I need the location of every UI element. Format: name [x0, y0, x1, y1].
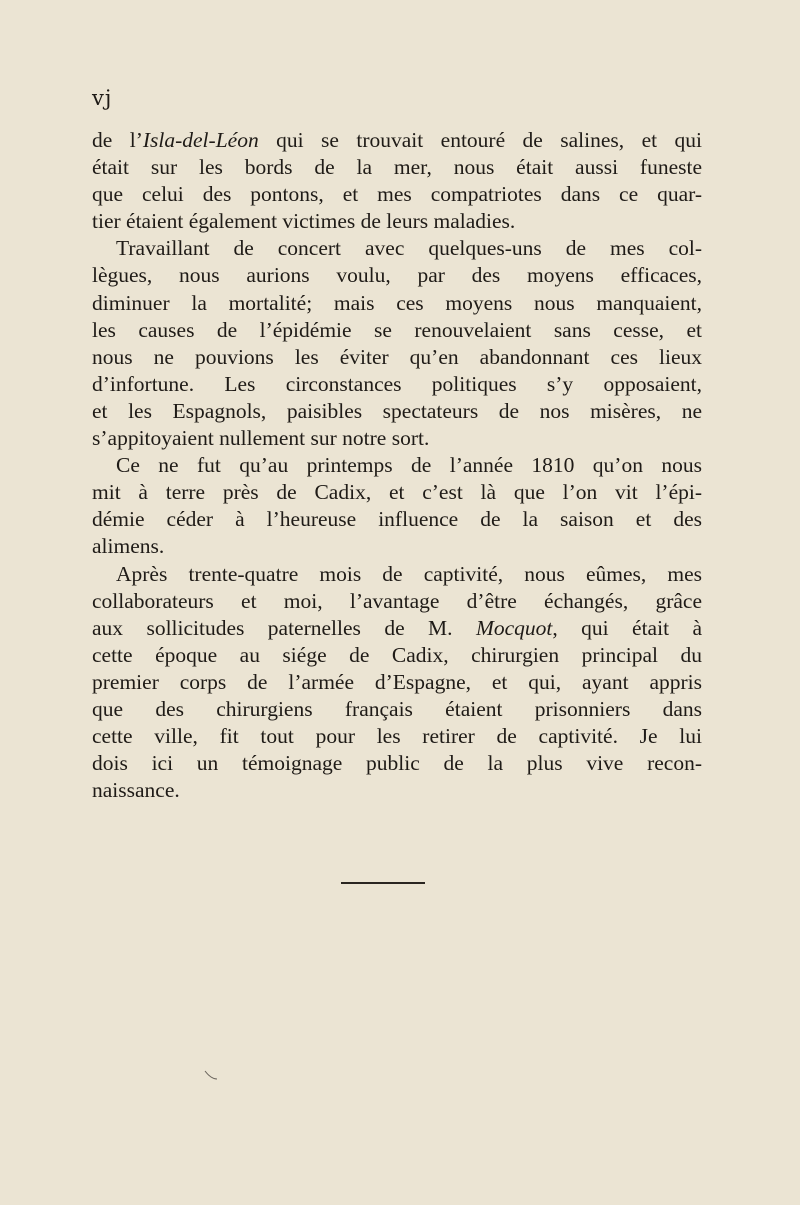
text-line: et les Espagnols, paisibles spectateurs de nos misères, ne: [92, 398, 702, 423]
text-line: tier étaient également victimes de leurs maladies.: [92, 209, 516, 234]
text-line: nous ne pouvions les éviter qu’en abandonnant ces lieux: [92, 344, 702, 369]
page-number: vj: [92, 86, 113, 110]
text-line: Travaillant de concert avec quelques-uns de mes col-: [116, 236, 702, 261]
italic-name: Isla-del-Léon: [142, 128, 259, 152]
text-line: aux sollicitudes paternelles de M. Mocquot, qui était à: [92, 615, 702, 640]
text-line: Après trente-quatre mois de captivité, nous eûmes, mes: [116, 561, 702, 586]
text-line: démie céder à l’heureuse influence de la saison et des: [92, 507, 702, 532]
text-line: alimens.: [92, 534, 165, 559]
body-text: [92, 127, 702, 804]
text-line: mit à terre près de Cadix, et c’est là que l’on vit l’épi-: [92, 480, 702, 505]
text-line: que des chirurgiens français étaient prisonniers dans: [92, 696, 702, 721]
text-line: de l’Isla-del-Léon qui se trouvait entouré de salines, et qui: [92, 128, 702, 152]
section-divider: [341, 882, 425, 884]
text-line: premier corps de l’armée d’Espagne, et qui, ayant appris: [92, 669, 702, 694]
text-line: cette ville, fit tout pour les retirer de captivité. Je lui: [92, 724, 702, 749]
italic-name: Mocquot: [475, 615, 553, 640]
text-line: diminuer la mortalité; mais ces moyens nous manquaient,: [92, 290, 702, 315]
text-line: lègues, nous aurions voulu, par des moyens efficaces,: [92, 263, 702, 288]
text-line: cette époque au siége de Cadix, chirurgien principal du: [92, 642, 702, 667]
ink-mark: [204, 1070, 218, 1080]
text-line: les causes de l’épidémie se renouvelaient sans cesse, et: [92, 317, 702, 342]
text-line: s’appitoyaient nullement sur notre sort.: [92, 426, 430, 451]
text-line: était sur les bords de la mer, nous était aussi funeste: [92, 155, 702, 180]
text-line: collaborateurs et moi, l’avantage d’être échangés, grâce: [92, 588, 702, 613]
text-line: dois ici un témoignage public de la plus vive recon-: [92, 751, 702, 776]
text-line: d’infortune. Les circonstances politiques s’y opposaient,: [92, 371, 702, 396]
text-line: que celui des pontons, et mes compatriotes dans ce quar-: [92, 182, 702, 207]
text-line: naissance.: [92, 778, 180, 803]
text-line: Ce ne fut qu’au printemps de l’année 1810 qu’on nous: [116, 453, 702, 478]
